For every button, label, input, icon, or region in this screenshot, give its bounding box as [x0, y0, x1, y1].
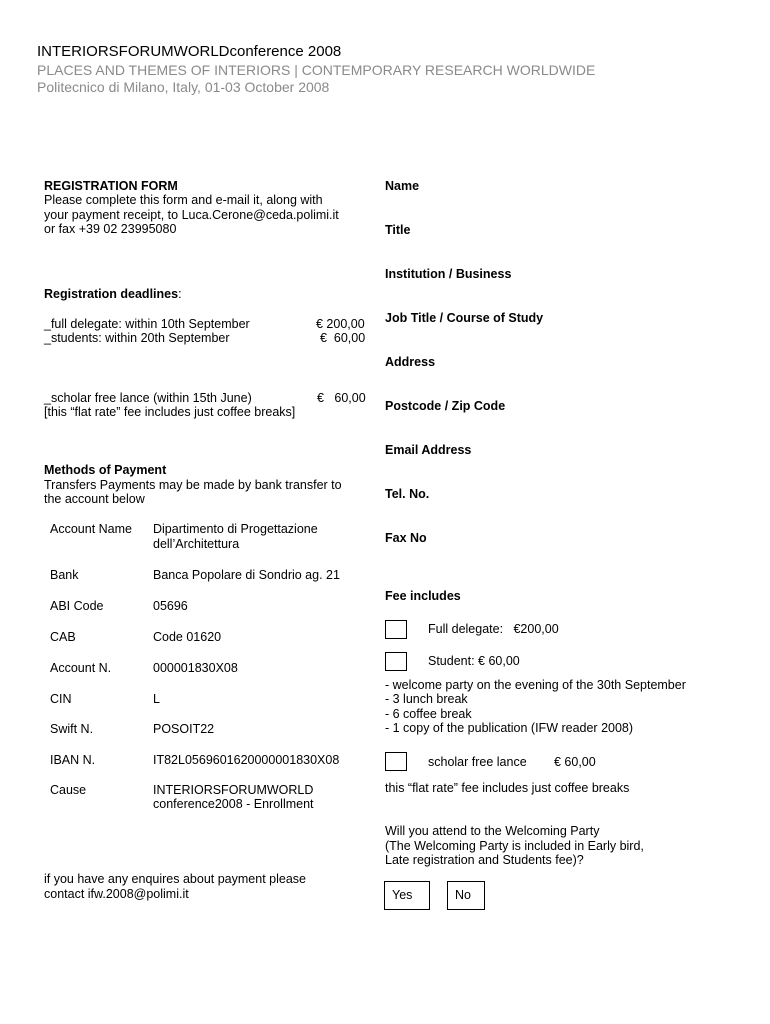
include-item: - 6 coffee break	[385, 707, 472, 721]
question-line: Late registration and Students fee)?	[385, 853, 584, 867]
full-delegate-label: Full delegate: €200,00	[428, 622, 559, 636]
account-label: CIN	[50, 692, 72, 706]
account-value: Code 01620	[153, 630, 222, 644]
field-institution: Institution / Business	[385, 267, 512, 281]
conference-subtitle: PLACES AND THEMES OF INTERIORS | CONTEMPORARY RESEARCH WORLDWIDE	[37, 62, 596, 78]
deadline-label: _full delegate: within 10th September	[44, 317, 250, 331]
account-label: IBAN N.	[50, 753, 96, 767]
fee-title: Fee includes	[385, 589, 461, 603]
scholar-checkbox[interactable]	[385, 752, 407, 771]
payment-title: Methods of Payment	[44, 463, 167, 477]
account-value: Dipartimento di Progettazione	[153, 522, 318, 536]
field-tel: Tel. No.	[385, 487, 430, 501]
include-item: - welcome party on the evening of the 30th September	[385, 678, 686, 692]
deadlines-title: Registration deadlines	[44, 287, 179, 301]
student-label: Student: € 60,00	[428, 654, 520, 668]
scholar-label: _scholar free lance (within 15th June)	[44, 391, 252, 405]
question-line: (The Welcoming Party is included in Early bird,	[385, 839, 644, 853]
account-value: Banca Popolare di Sondrio ag. 21	[153, 568, 340, 582]
account-value: L	[153, 692, 160, 706]
conference-location: Politecnico di Milano, Italy, 01-03 October 2008	[37, 79, 330, 95]
field-name: Name	[385, 179, 420, 193]
account-value: IT82L0569601620000001830X08	[153, 753, 340, 767]
account-label: Cause	[50, 783, 87, 797]
account-value: POSOIT22	[153, 722, 215, 736]
scholar-note: [this “flat rate” fee includes just coffee breaks]	[44, 405, 296, 419]
account-label: ABI Code	[50, 599, 104, 613]
field-fax: Fax No	[385, 531, 427, 545]
account-label: Account Name	[50, 522, 132, 536]
account-label: Swift N.	[50, 722, 94, 736]
include-item: - 1 copy of the publication (IFW reader 2008)	[385, 721, 634, 735]
account-value: conference2008 - Enrollment	[153, 797, 314, 811]
contact-line: if you have any enquires about payment please	[44, 872, 306, 886]
scholar-price: € 60,00	[317, 391, 366, 405]
no-button[interactable]: No	[447, 881, 485, 910]
intro-line: Please complete this form and e-mail it, along with	[44, 193, 323, 207]
contact-line: contact ifw.2008@polimi.it	[44, 887, 189, 901]
include-item: - 3 lunch break	[385, 692, 468, 706]
account-label: CAB	[50, 630, 76, 644]
deadline-price: € 200,00	[316, 317, 365, 331]
field-address: Address	[385, 355, 436, 369]
deadline-price: € 60,00	[320, 331, 366, 345]
scholar-fee-price: € 60,00	[554, 755, 596, 769]
yes-button[interactable]: Yes	[384, 881, 430, 910]
account-value: INTERIORSFORUMWORLD	[153, 783, 314, 797]
field-email: Email Address	[385, 443, 472, 457]
deadlines-heading	[44, 287, 182, 302]
deadlines-colon: :	[178, 287, 182, 301]
account-value: 05696	[153, 599, 188, 613]
deadline-label: _students: within 20th September	[44, 331, 230, 345]
conference-title: INTERIORSFORUMWORLDconference 2008	[37, 43, 342, 60]
account-label: Bank	[50, 568, 79, 582]
full-delegate-checkbox[interactable]	[385, 620, 407, 639]
payment-line: Transfers Payments may be made by bank transfer to	[44, 478, 342, 492]
student-checkbox[interactable]	[385, 652, 407, 671]
scholar-fee-label: scholar free lance	[428, 755, 527, 769]
account-value: dell’Architettura	[153, 537, 240, 551]
question-line: Will you attend to the Welcoming Party	[385, 824, 600, 838]
field-title: Title	[385, 223, 411, 237]
account-value: 000001830X08	[153, 661, 238, 675]
account-label: Account N.	[50, 661, 112, 675]
flat-rate-note: this “flat rate” fee includes just coffee breaks	[385, 781, 630, 795]
field-job-title: Job Title / Course of Study	[385, 311, 544, 325]
intro-line: or fax +39 02 23995080	[44, 222, 177, 236]
payment-line: the account below	[44, 492, 145, 506]
form-title: REGISTRATION FORM	[44, 179, 178, 193]
intro-line: your payment receipt, to Luca.Cerone@ceda.polimi.it	[44, 208, 339, 222]
field-postcode: Postcode / Zip Code	[385, 399, 506, 413]
